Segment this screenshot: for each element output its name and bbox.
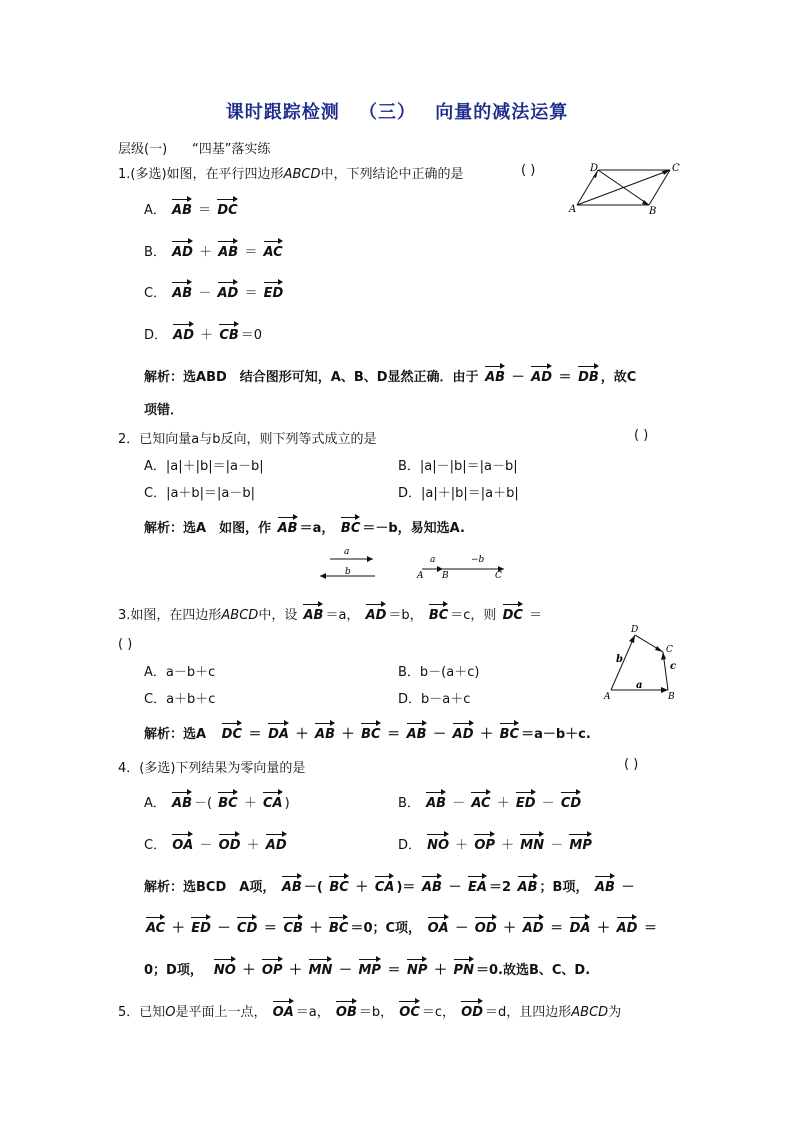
vector-ab: AB bbox=[595, 875, 615, 894]
label-minus-b: −b bbox=[471, 555, 485, 565]
label-d: D bbox=[590, 163, 599, 174]
label-b: B bbox=[649, 206, 657, 215]
label-c: C bbox=[672, 163, 680, 174]
vector-ac: AC bbox=[146, 916, 165, 935]
vector-ab: AB bbox=[422, 875, 442, 894]
vector-ea: EA bbox=[468, 875, 487, 894]
q1-option-c: C． AB － AD ＝ ED bbox=[144, 281, 285, 301]
label-B: B bbox=[442, 571, 449, 581]
vector-cd: CD bbox=[561, 791, 581, 810]
q4-option-b: B． AB － AC ＋ ED － CD bbox=[398, 791, 583, 811]
vector-bc: BC bbox=[329, 916, 348, 935]
vector-ac: AC bbox=[471, 791, 490, 810]
arrow-b bbox=[320, 573, 326, 579]
q3-solution: 解析：选A DC ＝ DA ＋ AB ＋ BC ＝ AB － AD ＋ BC ＝a－b＋c. bbox=[144, 722, 591, 742]
vector-bc: BC bbox=[218, 791, 237, 810]
vector-ad: AD bbox=[218, 281, 239, 300]
vector-ad: AD bbox=[531, 365, 552, 384]
vector-ab: AB bbox=[315, 722, 335, 741]
vector-ed: ED bbox=[516, 791, 536, 810]
vector-ab: AB bbox=[282, 875, 302, 894]
label-a: a bbox=[636, 680, 643, 691]
vector-mn: MN bbox=[309, 958, 333, 977]
label-D: D bbox=[631, 625, 639, 635]
vector-ca: CA bbox=[263, 791, 283, 810]
q1-option-a: A． AB ＝ DC bbox=[144, 198, 240, 218]
q4-option-c: C． OA － OD ＋ AD bbox=[144, 833, 289, 853]
vector-ob: OB bbox=[336, 1000, 357, 1019]
vector-dc: DC bbox=[503, 603, 523, 622]
vector-od: OD bbox=[461, 1000, 483, 1019]
vector-od: OD bbox=[475, 916, 497, 935]
vector-db: DB bbox=[578, 365, 599, 384]
q2-vector-figure bbox=[315, 545, 515, 583]
diag-db bbox=[598, 170, 649, 205]
q1-option-b: B． AD ＋ AB ＝ AC bbox=[144, 240, 285, 260]
q2-option-a: A．|a|＋|b|＝|a－b| bbox=[144, 459, 264, 474]
vector-oc: OC bbox=[399, 1000, 420, 1019]
vector-mp: MP bbox=[359, 958, 381, 977]
vector-ad: AD bbox=[617, 916, 638, 935]
vector-no: NO bbox=[427, 833, 449, 852]
vector-cb: CB bbox=[283, 916, 302, 935]
vector-mp: MP bbox=[569, 833, 591, 852]
label-C: C bbox=[495, 571, 502, 581]
vector-bc: BC bbox=[341, 516, 360, 535]
vector-ab: AB bbox=[172, 281, 192, 300]
q4-option-a: A． AB －( BC ＋ CA ) bbox=[144, 791, 290, 811]
label-c: c bbox=[670, 661, 677, 672]
vector-oa: OA bbox=[172, 833, 193, 852]
question-1-stem: 1.(多选)如图，在平行四边形ABCD中，下列结论中正确的是 bbox=[118, 167, 464, 182]
vector-ab: AB bbox=[278, 516, 298, 535]
question-5-stem: 5．已知O是平面上一点， OA ＝a， OB ＝b， OC ＝c， OD ＝d，且四边形ABCD为 bbox=[118, 1000, 621, 1020]
edge-bc bbox=[649, 170, 670, 205]
vector-bc: BC bbox=[361, 722, 380, 741]
question-2-stem: 2．已知向量a与b反向，则下列等式成立的是 bbox=[118, 432, 377, 447]
label-a: A bbox=[569, 204, 577, 215]
vector-ab: AB bbox=[426, 791, 446, 810]
vector-cb: CB bbox=[219, 323, 238, 342]
question-3-stem: 3.如图，在四边形ABCD中，设 AB ＝a， AD ＝b， BC ＝c，则 DC ＝ bbox=[118, 603, 542, 623]
vector-ca: CA bbox=[375, 875, 395, 894]
section-header: 层级(一) “四基”落实练 bbox=[118, 142, 271, 157]
vector-bc: BC bbox=[329, 875, 348, 894]
vector-oa: OA bbox=[428, 916, 449, 935]
quadrilateral-figure bbox=[600, 620, 690, 705]
vector-ab: AB bbox=[218, 240, 238, 259]
q3-option-d: D．b－a＋c bbox=[398, 692, 471, 707]
vector-ed: ED bbox=[264, 281, 284, 300]
vector-op: OP bbox=[262, 958, 283, 977]
label-a: a bbox=[344, 547, 350, 557]
vector-ab: AB bbox=[303, 603, 323, 622]
label-C: C bbox=[666, 645, 673, 655]
answer-paren: ( ) bbox=[624, 757, 639, 772]
vector-ed: ED bbox=[191, 916, 211, 935]
edge-ad bbox=[611, 635, 635, 690]
vector-ad: AD bbox=[523, 916, 544, 935]
q4-option-d: D． NO ＋ OP ＋ MN － MP bbox=[398, 833, 594, 853]
q1-option-d: D． AD ＋ CB ＝0 bbox=[144, 323, 262, 343]
answer-paren: ( ) bbox=[118, 637, 133, 652]
vector-ab: AB bbox=[407, 722, 427, 741]
q4-solution-line2: AC ＋ ED － CD ＝ CB ＋ BC ＝0；C项， OA － OD ＋ AD ＝ DA ＋ AD ＝ bbox=[144, 916, 657, 936]
label-B: B bbox=[668, 692, 675, 702]
q4-solution-line1: 解析：选BCD A项， AB －( BC ＋ CA )＝ AB － EA ＝2 AB ；B项， AB － bbox=[144, 875, 635, 895]
vector-pn: PN bbox=[454, 958, 474, 977]
vector-op: OP bbox=[474, 833, 495, 852]
q1-solution-cont: 项错． bbox=[144, 403, 184, 418]
vector-ad: AD bbox=[366, 603, 387, 622]
vector-ad: AD bbox=[173, 323, 194, 342]
label-a2: a bbox=[430, 555, 436, 565]
vector-ab: AB bbox=[172, 791, 192, 810]
q3-option-c: C．a＋b＋c bbox=[144, 692, 216, 707]
q2-option-c: C．|a＋b|＝|a－b| bbox=[144, 486, 256, 501]
vector-ab: AB bbox=[485, 365, 505, 384]
vector-da: DA bbox=[570, 916, 591, 935]
q4-solution-line3: 0；D项， NO ＋ OP ＋ MN － MP ＝ NP ＋ PN ＝0.故选B、C、D. bbox=[144, 958, 590, 978]
vector-mn: MN bbox=[520, 833, 544, 852]
label-A: A bbox=[417, 571, 424, 581]
parallelogram-figure bbox=[565, 160, 685, 215]
vector-ab: AB bbox=[518, 875, 538, 894]
vector-da: DA bbox=[268, 722, 289, 741]
label-b: b bbox=[616, 654, 623, 665]
vector-cd: CD bbox=[237, 916, 257, 935]
answer-paren: ( ) bbox=[521, 163, 536, 178]
label-A: A bbox=[604, 692, 611, 702]
arrow-a bbox=[367, 556, 373, 562]
q2-option-b: B．|a|－|b|＝|a－b| bbox=[398, 459, 518, 474]
answer-paren: ( ) bbox=[634, 428, 649, 443]
vector-od: OD bbox=[219, 833, 241, 852]
q3-option-b: B．b－(a＋c) bbox=[398, 665, 480, 680]
vector-bc: BC bbox=[500, 722, 519, 741]
vector-ab: AB bbox=[172, 198, 192, 217]
q2-option-d: D．|a|＋|b|＝|a＋b| bbox=[398, 486, 519, 501]
vector-oa: OA bbox=[273, 1000, 294, 1019]
vector-no: NO bbox=[214, 958, 236, 977]
q2-solution: 解析：选A 如图，作 AB ＝a， BC ＝－b，易知选A. bbox=[144, 516, 465, 536]
vector-np: NP bbox=[407, 958, 427, 977]
vector-bc: BC bbox=[429, 603, 448, 622]
page-title: 课时跟踪检测 （三） 向量的减法运算 bbox=[225, 102, 569, 123]
vector-dc: DC bbox=[217, 198, 237, 217]
question-4-stem: 4．(多选)下列结果为零向量的是 bbox=[118, 761, 306, 776]
vector-ad: AD bbox=[453, 722, 474, 741]
q1-solution: 解析：选ABD 结合图形可知，A、B、D显然正确．由于 AB － AD ＝ DB ，故C bbox=[144, 365, 636, 385]
vector-dc: DC bbox=[222, 722, 242, 741]
q3-option-a: A．a－b＋c bbox=[144, 665, 216, 680]
vector-ad: AD bbox=[266, 833, 287, 852]
vector-ac: AC bbox=[264, 240, 283, 259]
vector-ad: AD bbox=[172, 240, 193, 259]
label-b: b bbox=[345, 567, 351, 577]
